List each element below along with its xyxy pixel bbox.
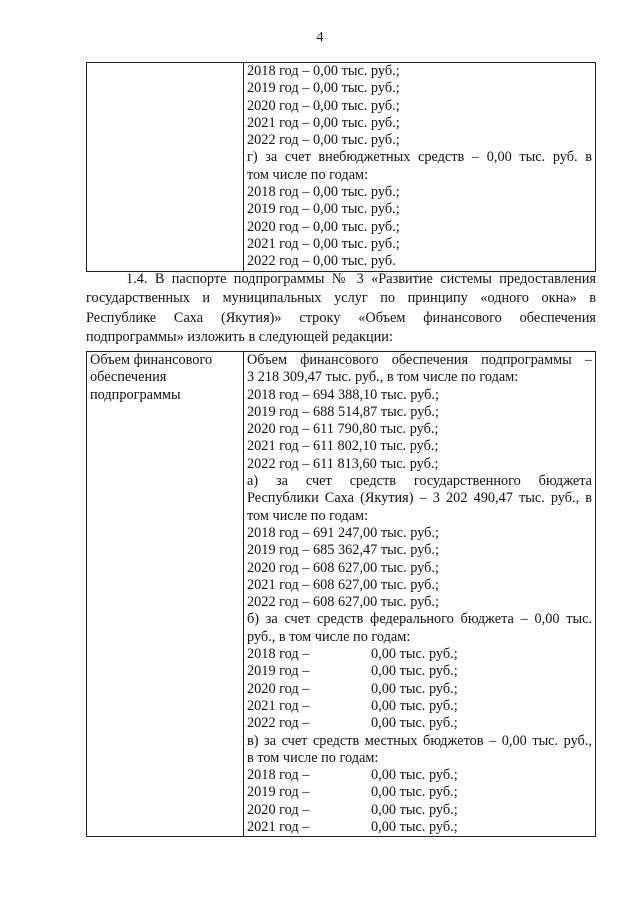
year-line: 2022 год – 611 813,60 тыс. руб.; — [247, 455, 439, 472]
year-value: 0,00 тыс. руб.; — [371, 767, 458, 784]
year-line: 2020 год – 0,00 тыс. руб.; — [247, 97, 400, 114]
offbudget-heading: г) за счет внебюджетных средств – 0,00 тыс. руб. в — [247, 149, 592, 166]
year-line — [247, 784, 592, 801]
federal-budget-heading: б) за счет средств федерального бюджета – 0,00 тыс. — [247, 611, 592, 628]
year-label: 2022 год – — [247, 715, 310, 732]
page-number: 4 — [316, 30, 324, 45]
state-budget-heading: а) за счет средств государственного бюджета — [247, 473, 592, 490]
table-left-cell-empty — [87, 63, 244, 272]
year-line — [247, 819, 592, 836]
funding-table-continued — [86, 62, 596, 272]
local-budget-heading: в) за счет средств местных бюджетов – 0,00 тыс. руб., — [247, 732, 592, 749]
year-line: 2022 год – 608 627,00 тыс. руб.; — [247, 594, 439, 611]
row-value-cell — [244, 352, 596, 837]
year-value: 0,00 тыс. руб.; — [371, 646, 458, 663]
year-line: 2022 год – 0,00 тыс. руб. — [247, 253, 396, 270]
total-heading-cont: 3 218 309,47 тыс. руб., в том числе по годам: — [247, 369, 519, 386]
year-line: 2020 год – 608 627,00 тыс. руб.; — [247, 559, 439, 576]
year-line: 2018 год – 694 388,10 тыс. руб.; — [247, 386, 439, 403]
year-line — [247, 802, 592, 819]
year-line — [247, 646, 592, 663]
year-line: 2020 год – 0,00 тыс. руб.; — [247, 218, 400, 235]
year-label: 2020 год – — [247, 680, 310, 697]
year-line: 2021 год – 611 802,10 тыс. руб.; — [247, 438, 439, 455]
amendment-paragraph — [86, 270, 596, 348]
year-line: 2018 год – 691 247,00 тыс. руб.; — [247, 524, 439, 541]
row-label: обеспечения — [90, 369, 167, 386]
year-label: 2021 год – — [247, 819, 310, 836]
year-line: 2019 год – 688 514,87 тыс. руб.; — [247, 403, 439, 420]
year-line: 2021 год – 0,00 тыс. руб.; — [247, 114, 400, 131]
year-label: 2019 год – — [247, 784, 310, 801]
year-label: 2018 год – — [247, 767, 310, 784]
year-line — [247, 681, 592, 698]
paragraph-line: подпрограммы» изложить в следующей редакции: — [86, 329, 393, 346]
paragraph-line: Республике Саха (Якутия)» строку «Объем финансового обеспечения — [86, 309, 596, 326]
year-line — [247, 663, 592, 680]
year-line — [247, 767, 592, 784]
year-line: 2019 год – 685 362,47 тыс. руб.; — [247, 542, 439, 559]
local-budget-heading: в том числе по годам: — [247, 749, 379, 766]
offbudget-heading-cont: том числе по годам: — [247, 166, 369, 183]
funding-table — [86, 351, 596, 837]
paragraph-line: государственных и муниципальных услуг по принципу «одного окна» в — [86, 290, 596, 307]
year-value: 0,00 тыс. руб.; — [371, 680, 458, 697]
year-line: 2021 год – 0,00 тыс. руб.; — [247, 235, 400, 252]
year-value: 0,00 тыс. руб.; — [371, 697, 458, 714]
year-value: 0,00 тыс. руб.; — [371, 819, 458, 836]
year-label: 2020 год – — [247, 801, 310, 818]
year-value: 0,00 тыс. руб.; — [371, 663, 458, 680]
row-label-cell — [87, 352, 244, 837]
year-line: 2020 год – 611 790,80 тыс. руб.; — [247, 421, 439, 438]
year-line: 2021 год – 608 627,00 тыс. руб.; — [247, 576, 439, 593]
year-line: 2019 год – 0,00 тыс. руб.; — [247, 201, 400, 218]
year-value: 0,00 тыс. руб.; — [371, 784, 458, 801]
total-heading: Объем финансового обеспечения подпрограммы – — [247, 352, 592, 368]
year-label: 2021 год – — [247, 697, 310, 714]
state-budget-heading: Республики Саха (Якутия) – 3 202 490,47 тыс. руб., в — [247, 490, 592, 507]
year-line: 2018 год – 0,00 тыс. руб.; — [247, 63, 400, 79]
year-line: 2019 год – 0,00 тыс. руб.; — [247, 80, 400, 97]
year-value: 0,00 тыс. руб.; — [371, 801, 458, 818]
federal-budget-heading: руб., в том числе по годам: — [247, 628, 411, 645]
year-line — [247, 698, 592, 715]
paragraph-line: 1.4. В паспорте подпрограммы № 3 «Развитие системы предоставления — [126, 271, 596, 287]
year-label: 2019 год – — [247, 663, 310, 680]
year-label: 2018 год – — [247, 646, 310, 663]
row-label: подпрограммы — [90, 386, 181, 403]
year-line: 2022 год – 0,00 тыс. руб.; — [247, 132, 400, 149]
table-right-cell — [244, 63, 596, 272]
year-line — [247, 715, 592, 732]
state-budget-heading: том числе по годам: — [247, 507, 369, 524]
year-value: 0,00 тыс. руб.; — [371, 715, 458, 732]
row-label: Объем финансового — [90, 352, 213, 368]
year-line: 2018 год – 0,00 тыс. руб.; — [247, 184, 400, 201]
